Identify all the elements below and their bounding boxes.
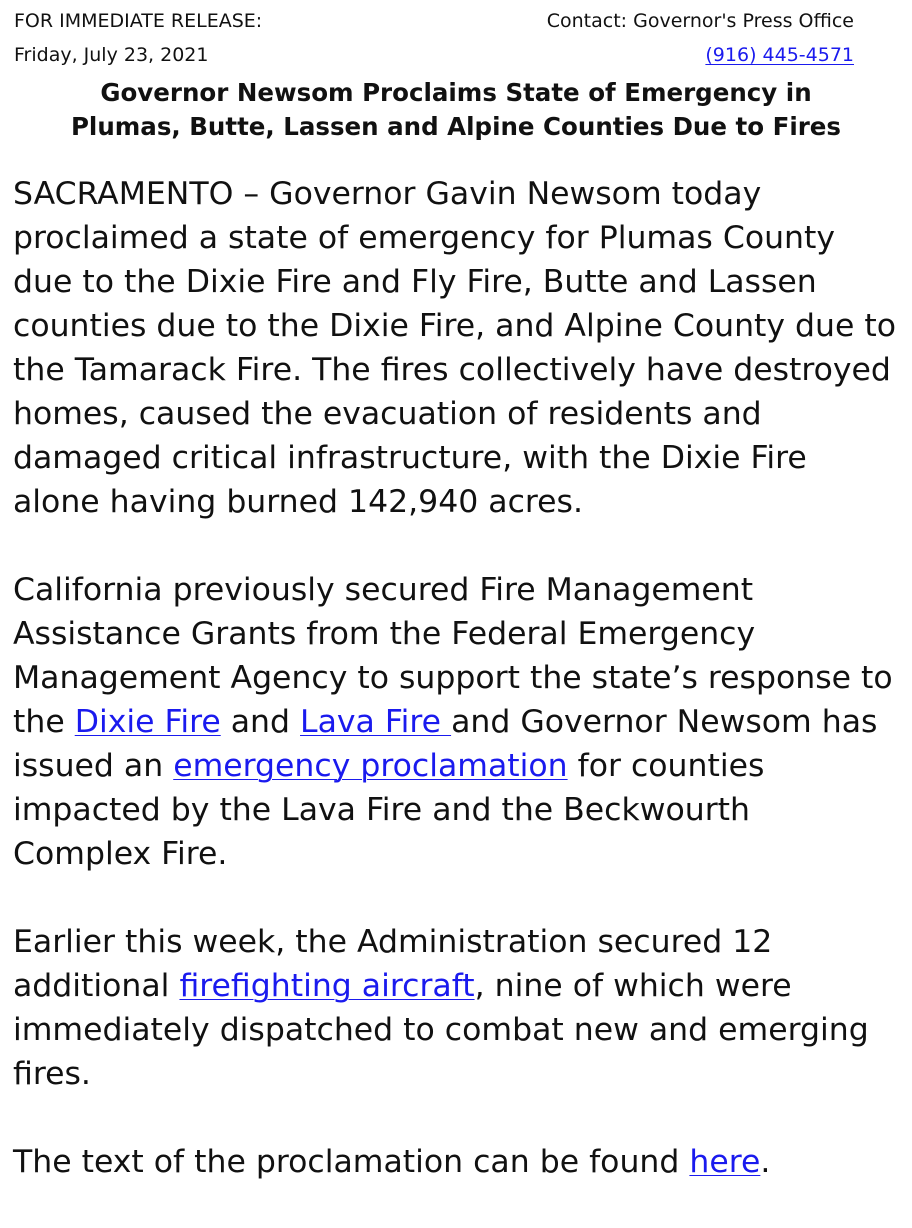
emergency-proclamation-link[interactable]: emergency proclamation <box>173 748 568 784</box>
paragraph-3 <box>13 920 898 1096</box>
release-header <box>14 4 262 72</box>
proclamation-here-link[interactable]: here <box>689 1144 761 1180</box>
press-release-body <box>13 172 898 1228</box>
paragraph-2-text-d: for counties impacted by the Lava Fire and the Beckwourth Complex Fire. <box>13 748 765 872</box>
dixie-fire-link[interactable]: Dixie Fire <box>74 704 221 740</box>
paragraph-4-text-a: The text of the proclamation can be found <box>13 1144 690 1180</box>
paragraph-2-text-c: and Governor Newsom has issued an <box>13 704 878 784</box>
release-label: FOR IMMEDIATE RELEASE: <box>14 10 263 32</box>
firefighting-aircraft-link[interactable]: firefighting aircraft <box>179 968 475 1004</box>
paragraph-3-text-b: , nine of which were immediately dispatched to combat new and emerging fires. <box>13 968 869 1092</box>
headline-line-2: Plumas, Butte, Lassen and Alpine Counties Due to Fires <box>70 112 842 141</box>
paragraph-2-text-b: and <box>220 704 301 740</box>
headline <box>20 76 892 144</box>
paragraph-4-text-b: . <box>760 1144 771 1180</box>
paragraph-3-text-a: Earlier this week, the Administration secured 12 additional <box>13 924 773 1004</box>
contact-label: Contact: Governor's Press Office <box>546 10 854 32</box>
phone-link[interactable]: (916) 445-4571 <box>705 44 854 66</box>
release-date: Friday, July 23, 2021 <box>14 44 209 66</box>
headline-line-1: Governor Newsom Proclaims State of Emergency in <box>100 78 812 107</box>
contact-header <box>547 4 854 72</box>
lava-fire-link[interactable]: Lava Fire <box>300 704 452 740</box>
paragraph-2 <box>13 568 898 876</box>
paragraph-2-text-a: California previously secured Fire Management Assistance Grants from the Federal Emergency Management Agency to support the state’s response to the <box>13 572 893 740</box>
paragraph-1: SACRAMENTO – Governor Gavin Newsom today proclaimed a state of emergency for Plumas County due to the Dixie Fire and Fly Fire, Butte and Lassen counties due to the Dixie Fire, and Alpine County due to the Tamarack Fire. The fires collectively have destroyed homes, caused the evacuation of residents and damaged critical infrastructure, with the Dixie Fire alone having burned 142,940 acres. <box>13 176 897 520</box>
paragraph-4 <box>13 1140 898 1184</box>
